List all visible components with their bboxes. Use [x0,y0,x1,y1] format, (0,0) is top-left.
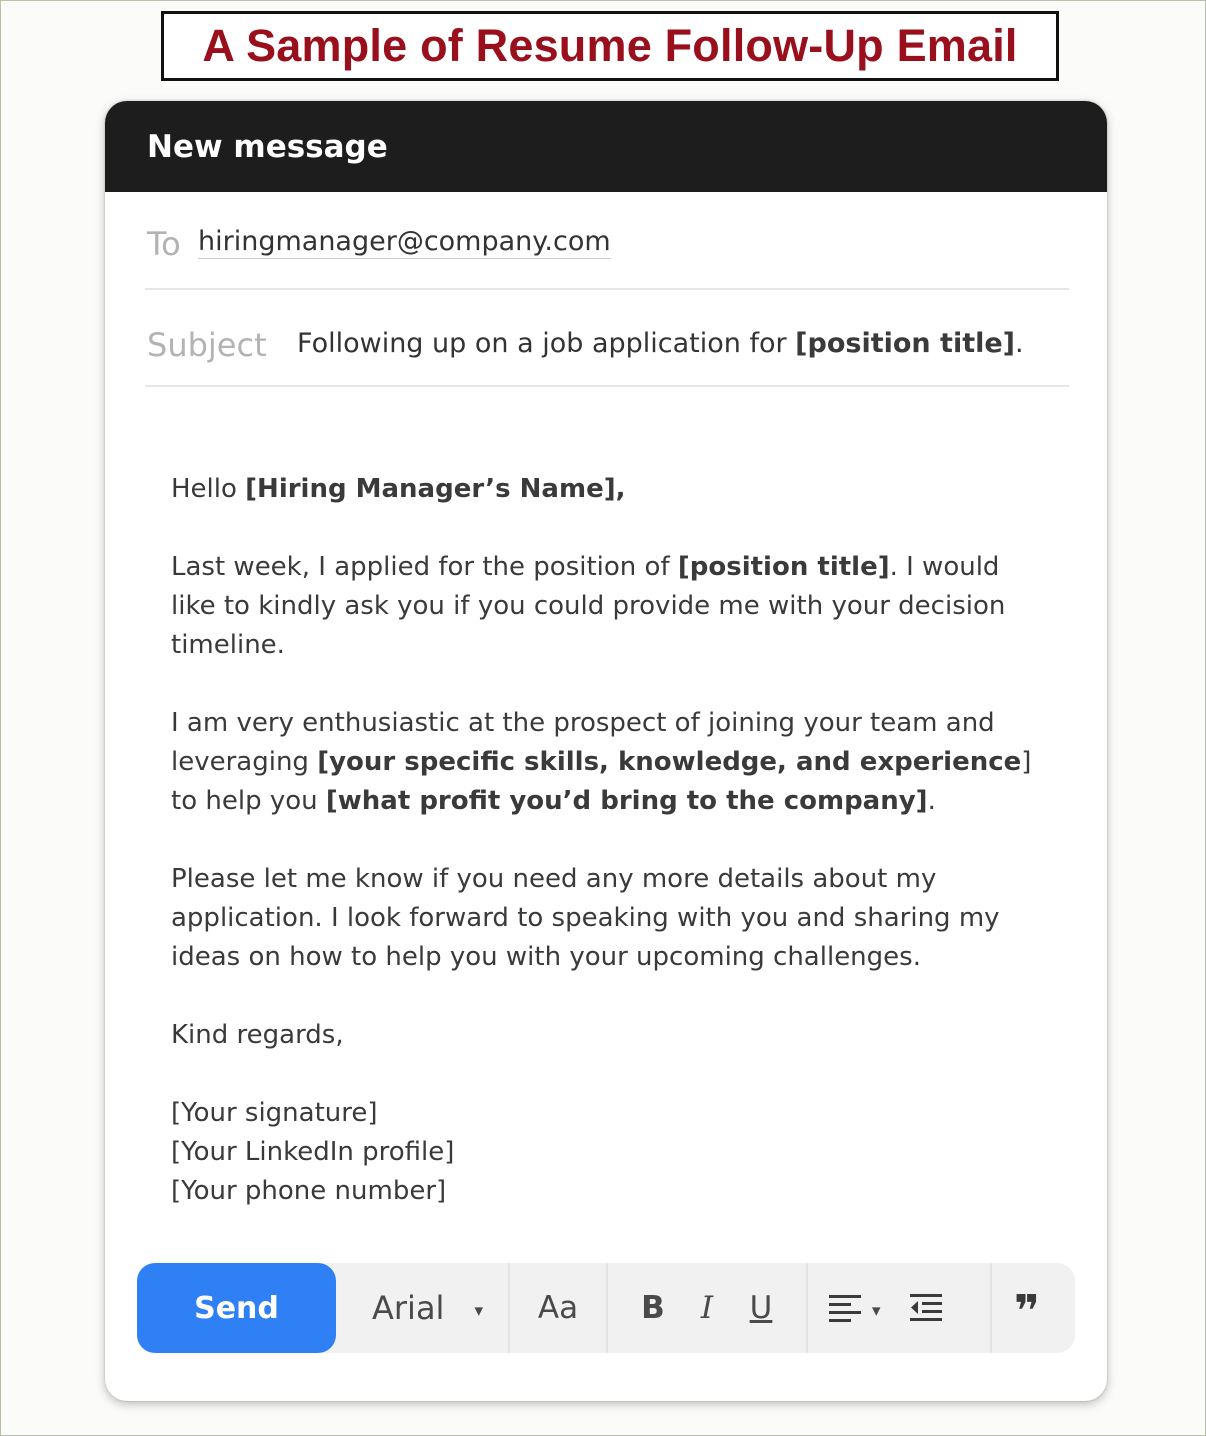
p1-placeholder: [position title] [677,552,890,582]
subject-label: Subject [147,326,267,364]
indent-icon[interactable] [909,1292,943,1324]
quote-icon[interactable]: ❞ [1014,1285,1040,1337]
signature-line: [Your signature] [171,1098,378,1128]
align-dropdown-caret-icon[interactable]: ▾ [872,1301,881,1321]
subject-suffix: . [1015,328,1024,359]
underline-button[interactable]: U [749,1290,773,1326]
banner-title: A Sample of Resume Follow-Up Email [202,20,1018,71]
closing: Kind regards, [171,1020,344,1050]
to-label: To [147,225,181,263]
italic-button[interactable]: I [700,1290,714,1326]
paragraph-1 [171,548,1051,665]
p2-placeholder-2: [what profit you’d bring to the company] [325,786,928,816]
banner [161,11,1059,81]
alignment-group [808,1263,992,1353]
send-button[interactable]: Send [137,1263,336,1353]
linkedin-line: [Your LinkedIn profile] [171,1137,455,1167]
font-dropdown-caret-icon: ▾ [474,1301,483,1321]
p2-text-b: ] to help you [171,747,1032,816]
subject-input[interactable] [297,328,1024,359]
paragraph-3: Please let me know if you need any more details about my application. I look forward to speaking with you and sharing my ideas on how to help you with your upcoming challenges. [171,864,1000,972]
font-family-select[interactable] [336,1263,510,1353]
paragraph-2 [171,704,1051,821]
window-title: New message [147,128,388,165]
font-name: Arial [372,1289,445,1327]
p2-text-a: I am very enthusiastic at the prospect of joining your team and leveraging [171,708,995,777]
to-recipient[interactable]: hiringmanager@company.com [198,226,611,257]
compose-window [105,101,1107,1401]
phone-line: [Your phone number] [171,1176,447,1206]
align-left-icon[interactable] [828,1292,862,1324]
subject-field-row[interactable] [145,290,1069,387]
compose-header [105,101,1107,192]
font-size-button[interactable] [510,1263,608,1353]
formatting-toolbar [137,1263,1075,1353]
p2-placeholder-1: [your specific skills, knowledge, and experience [317,747,1022,777]
greeting-placeholder: [Hiring Manager’s Name], [245,474,626,504]
bold-button[interactable]: B [641,1290,665,1326]
greeting-text: Hello [171,474,246,504]
p1-text-b: . I would like to kindly ask you if you could provide me with your decision timeline. [171,552,1006,660]
font-size-icon: Aa [537,1290,579,1326]
p2-text-c: . [927,786,936,816]
greeting [171,470,1051,509]
message-body[interactable] [171,470,1051,1211]
p1-text-a: Last week, I applied for the position of [171,552,678,582]
text-style-group [608,1263,808,1353]
subject-prefix: Following up on a job application for [297,328,796,359]
subject-placeholder: [position title] [795,328,1016,359]
to-field-row[interactable] [145,192,1069,290]
